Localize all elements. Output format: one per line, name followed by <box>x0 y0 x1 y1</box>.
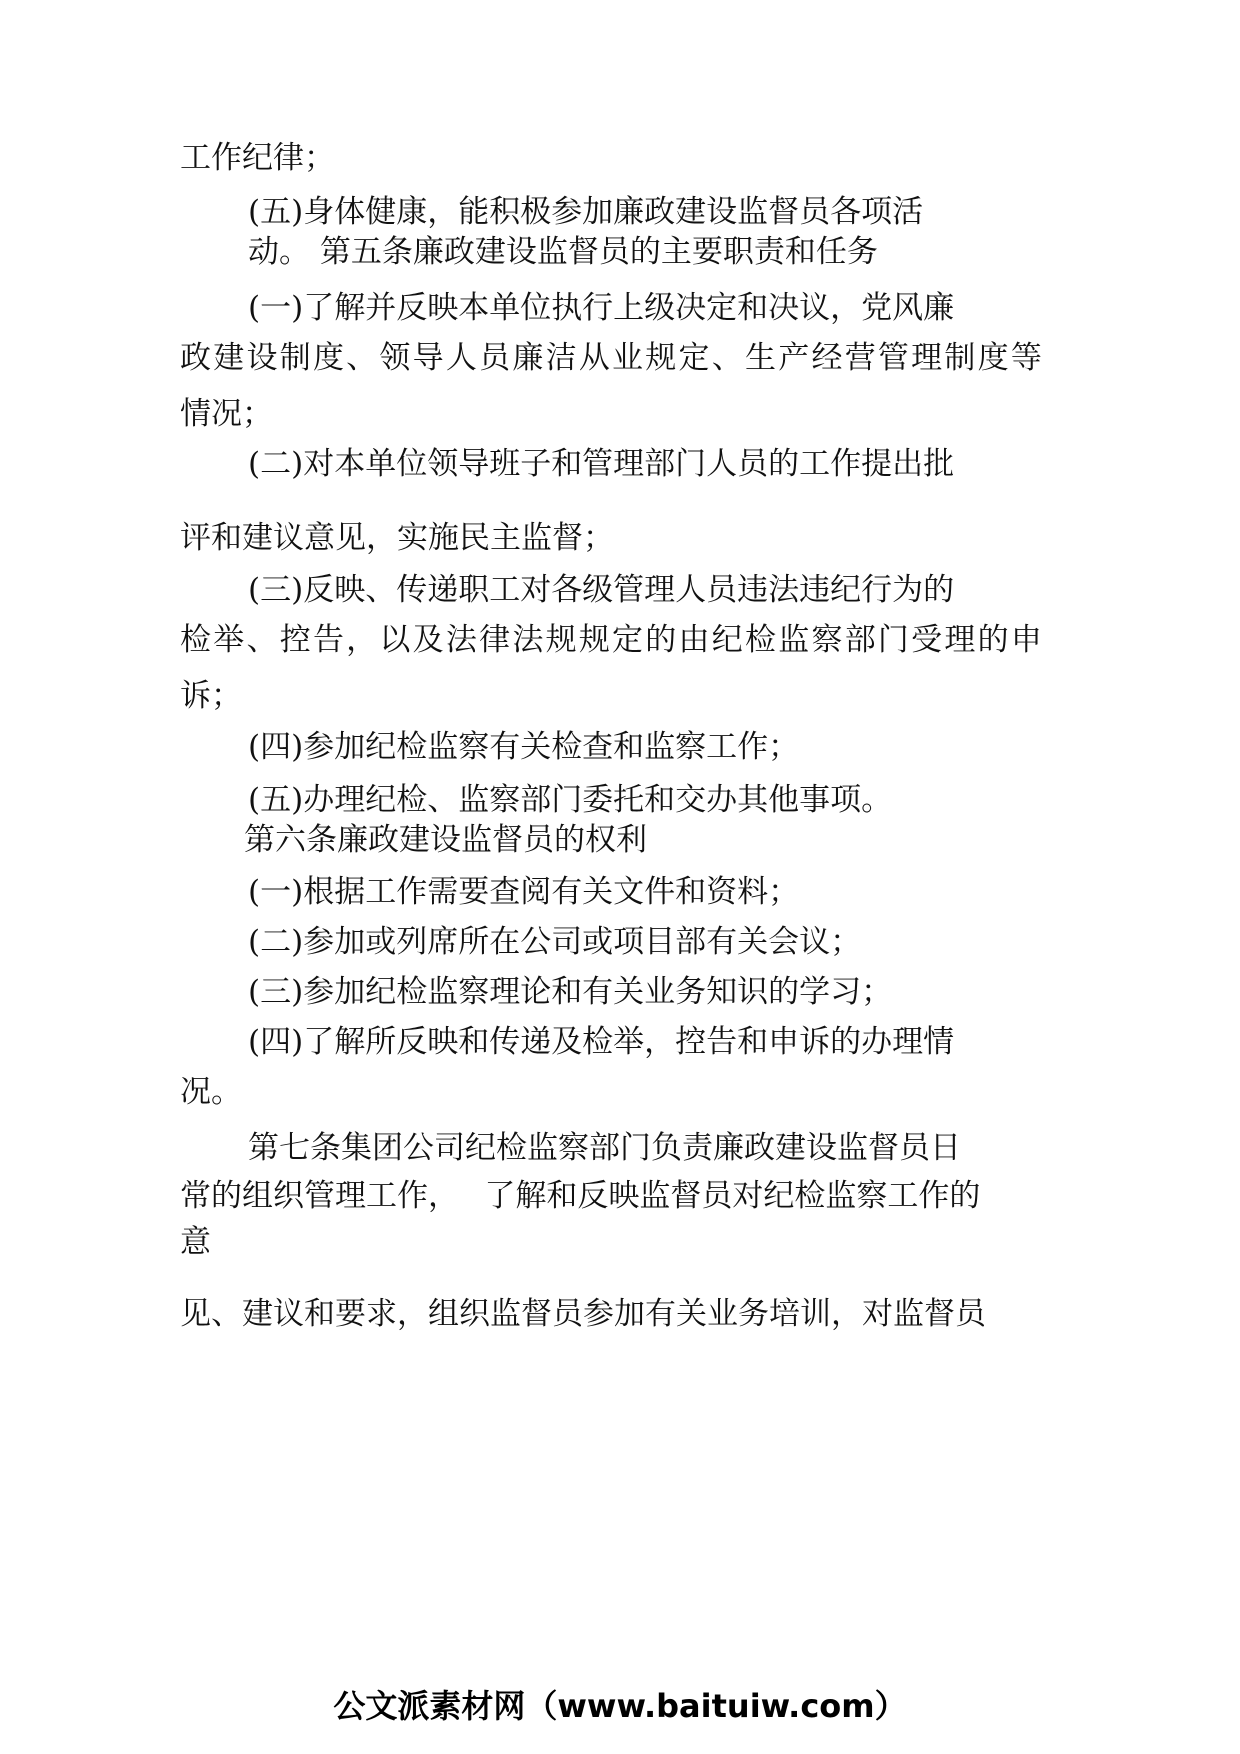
text-line: (二)参加或列席所在公司或项目部有关会议； <box>248 924 862 960</box>
text-line: (一)根据工作需要查阅有关文件和资料； <box>248 874 800 910</box>
text-line: (四)了解所反映和传递及检举，控告和申诉的办理情 <box>248 1024 955 1060</box>
text-line: (五)身体健康，能积极参加廉政建设监督员各项活 <box>248 194 924 230</box>
text-line: 政 建 设 制 度 、 领 导 人 员 廉 洁 从 业 规 定 、 生 产 经 营 管 理 制 度 等 <box>180 340 1042 376</box>
text-line: 情况； <box>180 396 273 432</box>
section-heading: 第六条廉政建设监督员的权利 <box>244 822 647 858</box>
text-line: 检 举 、 控 告 ， 以 及 法 律 法 规 规 定 的 由 纪 检 监 察 部 门 受 理 的 申 <box>180 622 1042 658</box>
text-line: 第七条集团公司纪检监察部门负责廉政建设监督员日 <box>248 1130 961 1166</box>
text-line: 况。 <box>180 1074 242 1110</box>
text-line: 常的组织管理工作， 了解和反映监督员对纪检监察工作的 <box>180 1178 981 1214</box>
text-line: (三)反映、传递职工对各级管理人员违法违纪行为的 <box>248 572 955 608</box>
text-line: 动。 第五条廉政建设监督员的主要职责和任务 <box>248 234 878 270</box>
text-line: (一)了解并反映本单位执行上级决定和决议，党风廉 <box>248 290 955 326</box>
footer-watermark: 公文派素材网（www.baituiw.com） <box>333 1687 907 1725</box>
text-line: (三)参加纪检监察理论和有关业务知识的学习； <box>248 974 893 1010</box>
text-line: 意 <box>180 1224 211 1260</box>
text-line: (五)办理纪检、监察部门委托和交办其他事项。 <box>248 782 893 818</box>
text-line: (二)对本单位领导班子和管理部门人员的工作提出批 <box>248 446 955 482</box>
text-line: 见、建议和要求，组织监督员参加有关业务培训，对监督员 <box>180 1296 986 1332</box>
text-line: 诉； <box>180 678 242 714</box>
text-line: 工作纪律； <box>180 140 335 176</box>
text-line: (四)参加纪检监察有关检查和监察工作； <box>248 729 800 765</box>
text-line: 评和建议意见，实施民主监督； <box>180 520 614 556</box>
